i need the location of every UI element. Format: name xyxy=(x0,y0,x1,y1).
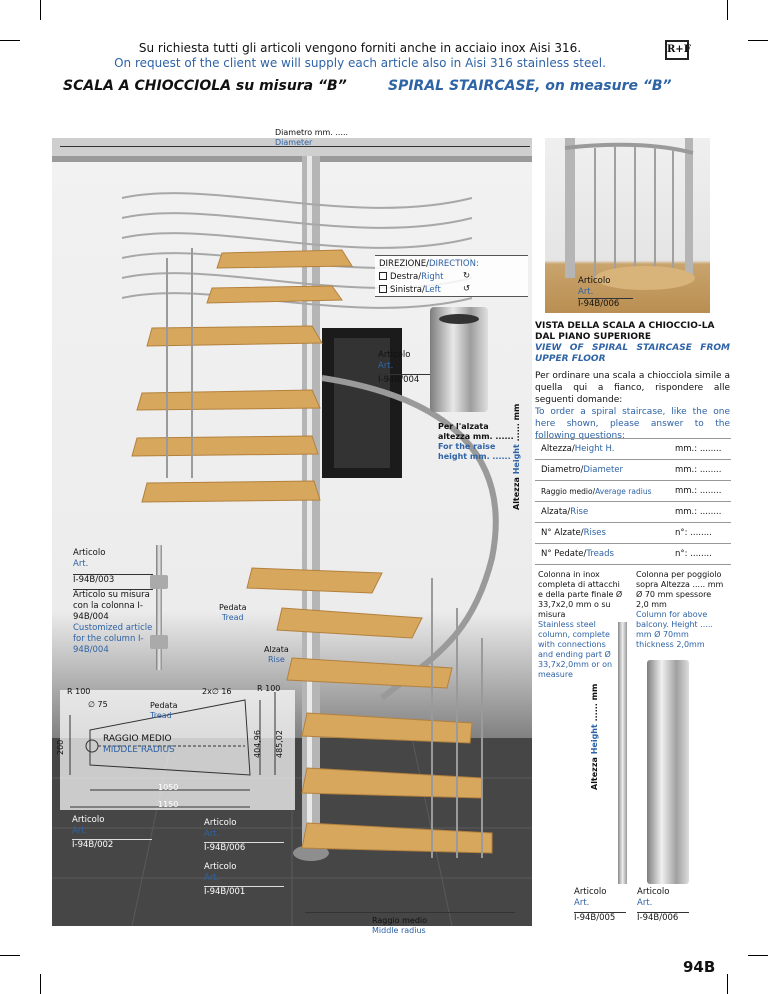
checkbox-icon[interactable] xyxy=(379,272,387,280)
answer-field[interactable]: mm.: ........ xyxy=(669,502,731,523)
crop-mark xyxy=(0,40,20,41)
balcony-column-description xyxy=(636,570,726,650)
crop-mark xyxy=(727,974,728,994)
question-label-it: N° Alzate/ xyxy=(541,528,584,538)
counterclockwise-arrow-icon: ↺ xyxy=(463,284,471,294)
art-label-it: Articolo xyxy=(73,548,106,558)
rise-label-it: Alzata xyxy=(264,645,289,654)
raise-label-en-2: height mm. ...... xyxy=(438,452,511,461)
column-height-mm: ...... mm xyxy=(590,683,599,722)
question-row xyxy=(535,502,731,523)
raise-label-it-2: altezza mm. ...... xyxy=(438,432,514,441)
art-label-en: Art. xyxy=(72,826,88,836)
art-label-it: Articolo xyxy=(637,887,670,897)
art-label-it: Articolo xyxy=(204,862,237,872)
art-code: I-94B/006 xyxy=(578,298,633,310)
direction-title-en: DIRECTION: xyxy=(428,259,479,269)
question-label-it: N° Pedate/ xyxy=(541,549,587,559)
rise-label xyxy=(264,645,289,665)
dim-diameter-75: ∅ 75 xyxy=(88,700,108,709)
tread-label xyxy=(219,603,246,623)
answer-field[interactable]: n°: ........ xyxy=(669,544,731,565)
art-description-it: Articolo su misura con la colonna I-94B/004 xyxy=(73,589,153,623)
height-vertical-label xyxy=(512,404,522,510)
dim-1150: 1150 xyxy=(158,800,179,809)
middle-radius-it: RAGGIO MEDIO xyxy=(103,734,172,744)
upper-view-en: VIEW OF SPIRAL STAIRCASE FROM UPPER FLOOR xyxy=(535,343,730,364)
art-label-006-column xyxy=(637,887,689,924)
height-label-mm: ...... mm xyxy=(512,403,521,442)
art-code: I-94B/001 xyxy=(204,886,284,898)
crop-mark xyxy=(0,955,20,956)
crop-mark xyxy=(40,0,41,20)
art-label-en: Art. xyxy=(637,898,653,908)
question-row xyxy=(535,544,731,565)
tread-label-en: Tread xyxy=(221,613,244,622)
direction-right-en: Right xyxy=(421,272,444,282)
riser-sleeve-image xyxy=(430,307,488,412)
art-label-it: Articolo xyxy=(378,350,411,360)
art-label-004 xyxy=(378,350,433,386)
middle-radius-bottom-label xyxy=(372,916,427,936)
page-number: 94B xyxy=(683,958,716,976)
art-label-006-photo xyxy=(578,276,633,310)
direction-left-it: Sinistra/ xyxy=(390,285,425,295)
direction-left-option[interactable] xyxy=(379,284,524,297)
art-label-en: Art. xyxy=(204,829,220,839)
crop-mark xyxy=(748,40,768,41)
upper-view-it: VISTA DELLA SCALA A CHIOCCIO-LA DAL PIANO SUPERIORE xyxy=(535,321,715,342)
art-label-001 xyxy=(204,862,284,898)
art-label-en: Art. xyxy=(204,873,220,883)
dim-404: 404,96 xyxy=(253,730,262,758)
checkbox-icon[interactable] xyxy=(379,285,387,293)
question-label-en: Treads xyxy=(586,549,614,559)
title-en: SPIRAL STAIRCASE, on measure “B” xyxy=(388,78,672,94)
art-label-006 xyxy=(204,818,284,854)
question-label-en: Diameter xyxy=(583,465,624,475)
dim-r100-left: R 100 xyxy=(67,687,91,696)
question-row xyxy=(535,460,731,481)
question-label-en: Rise xyxy=(570,507,589,517)
art-code: I-94B/006 xyxy=(204,842,284,854)
direction-box xyxy=(375,255,528,297)
column-description xyxy=(538,570,623,680)
crop-mark xyxy=(40,974,41,994)
dim-holes: 2x∅ 16 xyxy=(202,687,232,696)
art-label-it: Articolo xyxy=(574,887,607,897)
art-code: I-94B/005 xyxy=(574,912,626,924)
order-instructions xyxy=(535,370,730,442)
direction-right-option[interactable] xyxy=(379,271,524,284)
middle-radius-bottom-en: Middle radius xyxy=(372,926,426,935)
art-code: I-94B/002 xyxy=(72,839,152,851)
order-questions-table xyxy=(535,438,731,565)
order-instructions-it: Per ordinare una scala a chiocciola simile a quella qui a fianco, rispondere alle seguenti domande: xyxy=(535,371,730,405)
column-description-it: Colonna in inox completa di attacchi e della parte finale Ø 33,7x2,0 mm o su misura xyxy=(538,570,623,619)
art-label-003 xyxy=(73,548,153,656)
height-label-en: Height xyxy=(512,444,521,475)
diameter-label-en: Diameter xyxy=(275,138,313,147)
answer-field[interactable]: mm.: ........ xyxy=(669,439,731,460)
answer-field[interactable]: mm.: ........ xyxy=(669,481,731,502)
question-row xyxy=(535,481,731,502)
art-label-en: Art. xyxy=(578,287,594,297)
crop-mark xyxy=(748,955,768,956)
dim-200: 200 xyxy=(56,739,65,755)
height-label-it: Altezza xyxy=(512,477,521,510)
diameter-dimension-line xyxy=(60,146,530,147)
diameter-label-it: Diametro mm. ..... xyxy=(275,128,349,137)
art-code: I-94B/003 xyxy=(73,574,153,586)
question-label-en: Average radius xyxy=(595,486,652,496)
answer-field[interactable]: n°: ........ xyxy=(669,523,731,544)
column-height-en: Height xyxy=(590,724,599,755)
question-label-it: Alzata/ xyxy=(541,507,571,517)
question-label-en: Rises xyxy=(583,528,606,538)
direction-left-en: Left xyxy=(424,285,441,295)
question-label-it: Altezza/ xyxy=(541,444,575,454)
diameter-label xyxy=(275,128,348,148)
art-label-002 xyxy=(72,815,152,851)
header-note xyxy=(60,41,660,71)
question-label-it: Raggio medio/ xyxy=(541,486,596,496)
art-label-it: Articolo xyxy=(204,818,237,828)
art-label-it: Articolo xyxy=(578,276,611,286)
dim-485: 485,02 xyxy=(275,730,284,758)
art-code: I-94B/006 xyxy=(637,912,689,924)
rise-label-en: Rise xyxy=(267,655,285,664)
question-row xyxy=(535,439,731,460)
question-row xyxy=(535,523,731,544)
header-note-en: On request of the client we will supply each article also in Aisi 316 stainless steel. xyxy=(114,56,606,70)
direction-right-it: Destra/ xyxy=(390,272,422,282)
clockwise-arrow-icon: ↻ xyxy=(463,271,471,281)
middle-radius-bottom-it: Raggio medio xyxy=(372,916,428,925)
art-label-005 xyxy=(574,887,626,924)
middle-radius-label xyxy=(103,734,175,756)
drawing-tread-it: Pedata xyxy=(150,701,178,710)
art-label-en: Art. xyxy=(574,898,590,908)
balcony-description-en: Column for above balcony. Height ..... mm Ø 70mm thickness 2,0mm xyxy=(636,610,713,649)
bracket-003-image xyxy=(148,545,170,670)
tread-label-it: Pedata xyxy=(219,603,247,612)
crop-mark xyxy=(727,0,728,20)
column-description-en: Stainless steel column, complete with connections and ending part Ø 33,7x2,0mm or on measure xyxy=(538,620,613,679)
column-006-image xyxy=(647,660,689,884)
middle-radius-en: MIDDLE RADIUS xyxy=(103,745,175,755)
direction-title-it: DIREZIONE/ xyxy=(379,259,429,269)
order-instructions-en: To order a spiral staircase, like the one here shown, please answer to the following questions: xyxy=(535,407,730,441)
raise-label-it: Per l'alzata xyxy=(438,422,489,431)
dim-r100-right: R 100 xyxy=(257,684,281,693)
header-note-it: Su richiesta tutti gli articoli vengono forniti anche in acciaio inox Aisi 316. xyxy=(138,41,582,55)
upper-view-caption xyxy=(535,321,730,365)
answer-field[interactable]: mm.: ........ xyxy=(669,460,731,481)
drawing-tread-en: Tread xyxy=(150,711,172,720)
balcony-description-it: Colonna per poggiolo sopra Altezza ..... mm Ø 70 mm spessore 2,0 mm xyxy=(636,570,724,609)
middle-radius-dim-line xyxy=(305,912,515,913)
art-label-en: Art. xyxy=(73,559,89,569)
art-label-en: Art. xyxy=(378,361,394,371)
dim-1050: 1050 xyxy=(158,783,179,792)
title-it: SCALA A CHIOCCIOLA su misura “B” xyxy=(63,78,347,94)
question-label-en: Height H. xyxy=(574,444,615,454)
raise-label xyxy=(438,422,514,462)
column-height-it: Altezza xyxy=(590,757,599,790)
column-005-image xyxy=(618,622,627,884)
brand-logo-text: R+F xyxy=(667,44,691,55)
art-code: I-94B/004 xyxy=(378,374,433,386)
direction-title xyxy=(379,258,524,271)
art-description-en: Customized article for the column I-94B/004 xyxy=(73,623,153,655)
art-label-it: Articolo xyxy=(72,815,105,825)
question-label-it: Diametro/ xyxy=(541,465,584,475)
drawing-tread-label xyxy=(150,701,177,721)
column-height-label xyxy=(590,684,600,790)
riser-sleeve-top xyxy=(439,314,479,324)
brand-logo xyxy=(665,40,689,60)
raise-label-en: For the raise xyxy=(438,442,496,451)
